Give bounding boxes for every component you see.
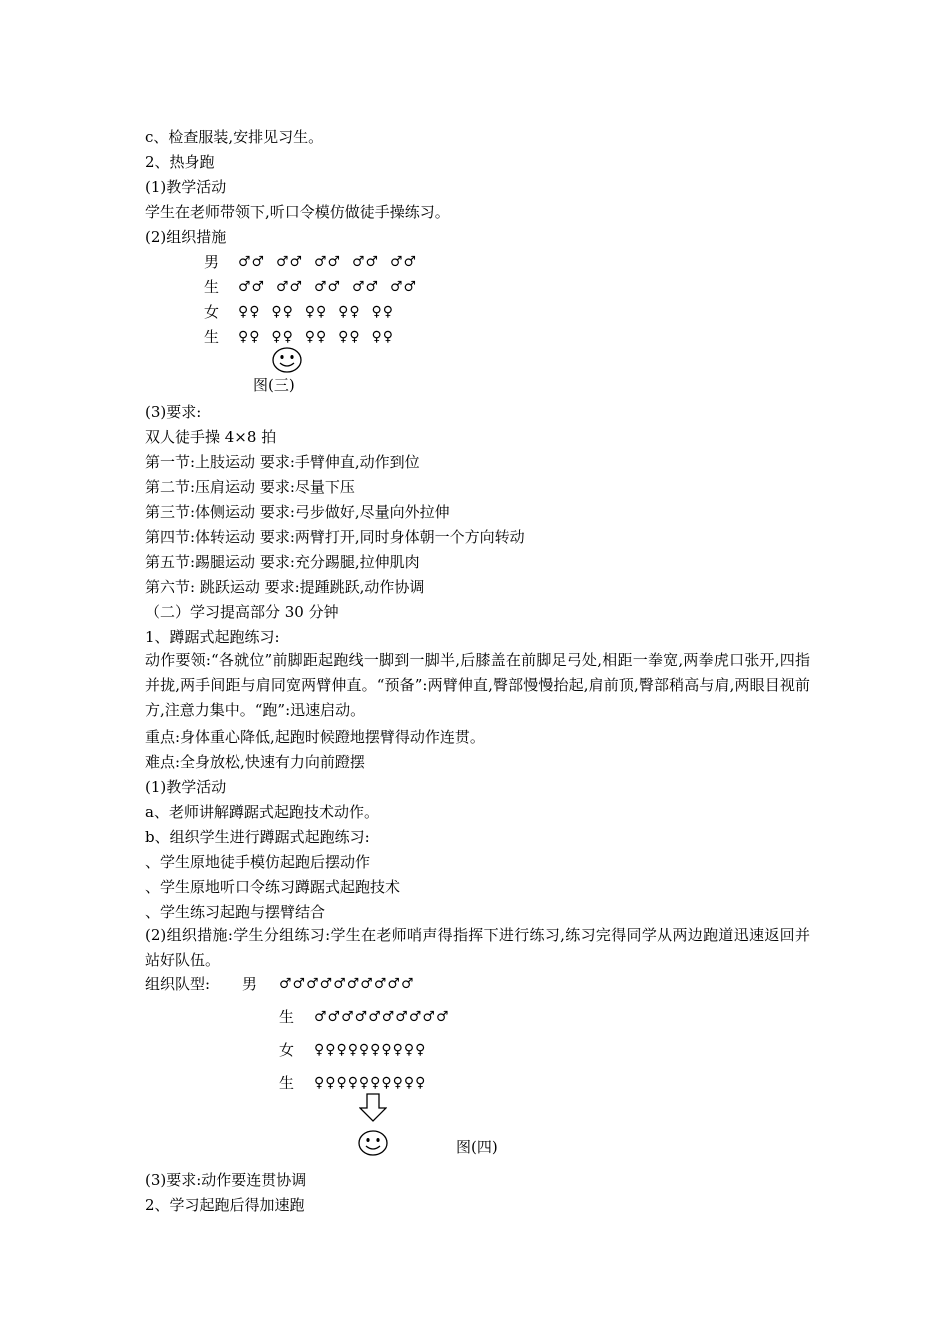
female-students-row: ♀♀♀♀♀♀♀♀♀♀ <box>314 1075 427 1091</box>
list-item: 、学生练习起跑与摆臂结合 <box>145 903 326 921</box>
exercise-line: 第五节:踢腿运动 要求:充分踢腿,拉伸肌肉 <box>145 553 420 571</box>
row-label: 男 <box>204 253 220 271</box>
paragraph-organization: (2)组织措施:学生分组练习:学生在老师哨声得指挥下进行练习,练习完得同学从两边跑道迅速返回并站好队伍。 <box>145 926 810 969</box>
male-students-row: ♂♂♂♂♂♂♂♂♂♂ <box>314 1009 450 1025</box>
figure-caption: 图(三) <box>253 376 295 394</box>
text-line: 重点:身体重心降低,起跑时候蹬地摆臂得动作连贯。 <box>145 728 485 746</box>
row-label: 女 <box>204 303 220 321</box>
exercise-line: 第三节:体侧运动 要求:弓步做好,尽量向外拉伸 <box>145 503 450 521</box>
list-item: 、学生原地听口令练习蹲踞式起跑技术 <box>145 878 401 896</box>
row-label: 生 <box>204 328 220 346</box>
section-heading: （二）学习提高部分 30 分钟 <box>145 603 339 621</box>
female-students-row: ♀♀♀♀♀♀♀♀♀♀ <box>314 1042 427 1058</box>
exercise-line: 第四节:体转运动 要求:两臂打开,同时身体朝一个方向转动 <box>145 528 525 546</box>
text-line: 组织队型: <box>145 975 211 993</box>
female-students-row: ♀♀ ♀♀ ♀♀ ♀♀ ♀♀ <box>238 304 394 320</box>
figure-caption: 图(四) <box>456 1138 498 1156</box>
paragraph-technique: 动作要领:“各就位”前脚距起跑线一脚到一脚半,后膝盖在前脚足弓处,相距一拳宽,两拳虎口张开,四指并拢,两手间距与肩同宽两臂伸直。“预备”:两臂伸直,臀部慢慢抬起,肩前顶,臀部稍高与肩,两眼目视前方,注意力集中。“跑”:迅速启动。 <box>145 651 810 719</box>
row-label: 生 <box>279 1008 295 1026</box>
section-heading: 1、蹲踞式起跑练习: <box>145 628 280 646</box>
row-label: 男 <box>242 975 258 993</box>
subheading: (2)组织措施 <box>145 228 227 246</box>
text-line: a、老师讲解蹲踞式起跑技术动作。 <box>145 803 379 821</box>
smiley-teacher-icon <box>357 1129 389 1157</box>
exercise-line: 第六节: 跳跃运动 要求:提踵跳跃,动作协调 <box>145 578 425 596</box>
list-item: 、学生原地徒手模仿起跑后摆动作 <box>145 853 371 871</box>
subheading: (3)要求:动作要连贯协调 <box>145 1171 307 1189</box>
male-students-row: ♂♂ ♂♂ ♂♂ ♂♂ ♂♂ <box>238 279 418 295</box>
text-line: 学生在老师带领下,听口令模仿做徒手操练习。 <box>145 203 450 221</box>
subheading: (1)教学活动 <box>145 778 227 796</box>
text-line: b、组织学生进行蹲踞式起跑练习: <box>145 828 370 846</box>
subheading: (1)教学活动 <box>145 178 227 196</box>
row-label: 生 <box>204 278 220 296</box>
female-students-row: ♀♀ ♀♀ ♀♀ ♀♀ ♀♀ <box>238 329 394 345</box>
male-students-row: ♂♂ ♂♂ ♂♂ ♂♂ ♂♂ <box>238 254 418 270</box>
exercise-line: 第二节:压肩运动 要求:尽量下压 <box>145 478 355 496</box>
section-heading: 2、热身跑 <box>145 153 215 171</box>
male-students-row: ♂♂♂♂♂♂♂♂♂♂ <box>279 976 415 992</box>
exercise-line: 第一节:上肢运动 要求:手臂伸直,动作到位 <box>145 453 420 471</box>
row-label: 生 <box>279 1074 295 1092</box>
text-line: c、检查服装,安排见习生。 <box>145 128 324 146</box>
subheading: (3)要求: <box>145 403 202 421</box>
text-line: 难点:全身放松,快速有力向前蹬摆 <box>145 753 365 771</box>
text-line: 双人徒手操 4×8 拍 <box>145 428 277 446</box>
down-arrow-icon <box>359 1093 387 1123</box>
row-label: 女 <box>279 1041 295 1059</box>
smiley-teacher-icon <box>271 346 303 374</box>
section-heading: 2、学习起跑后得加速跑 <box>145 1196 305 1214</box>
